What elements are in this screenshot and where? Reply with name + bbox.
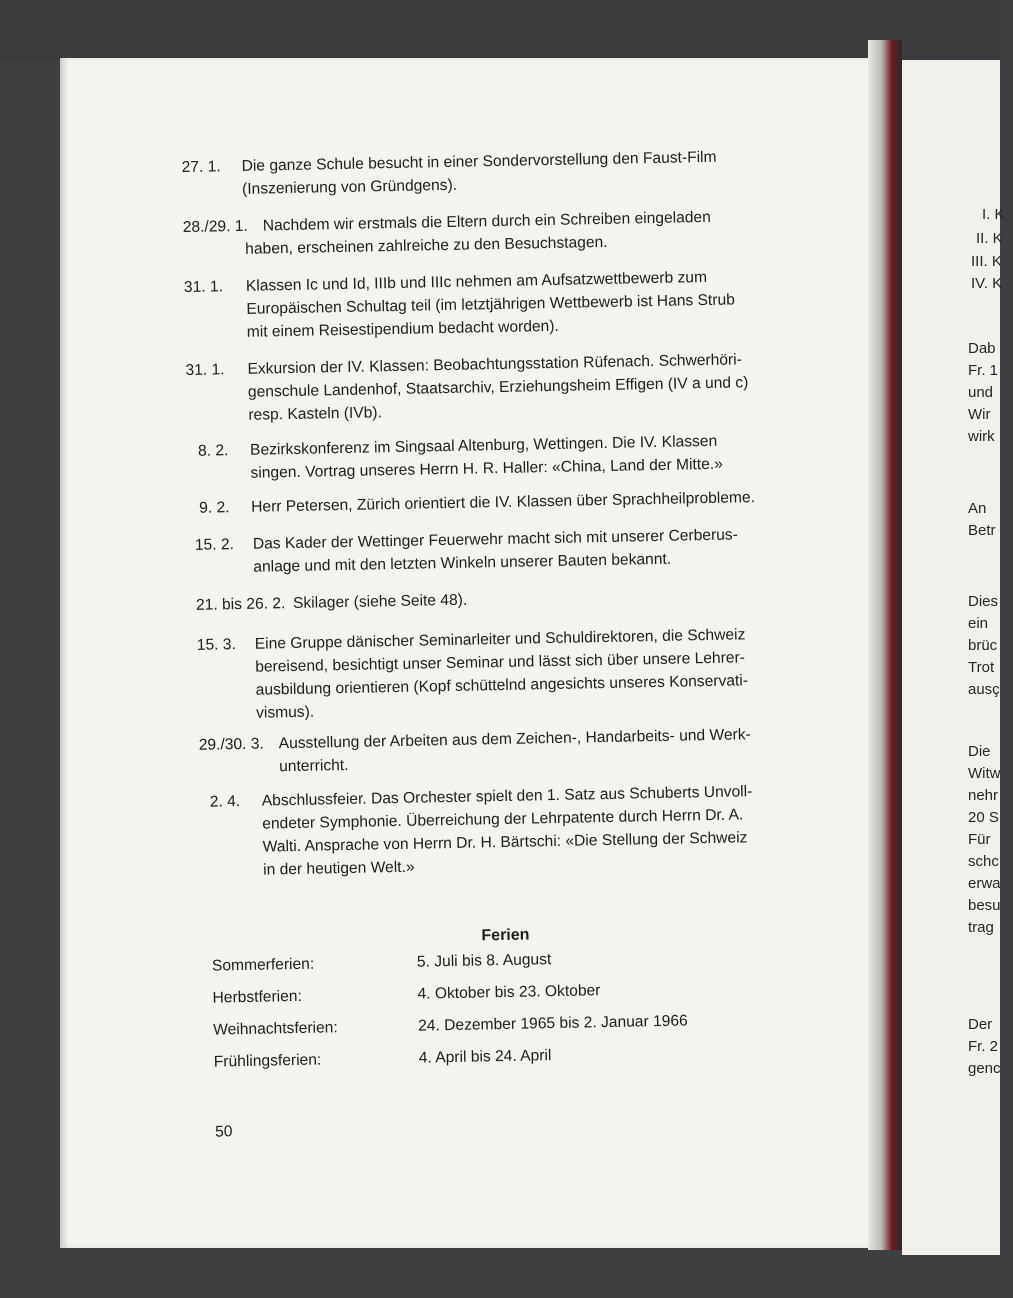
chronicle-entry xyxy=(181,144,822,202)
right-page-fragment: Dab xyxy=(968,340,996,357)
entry-text-line: (Inszenierung von Gründgens). xyxy=(241,176,458,198)
entry-date: 31. 1. xyxy=(183,278,224,297)
holiday-range: 24. Dezember 1965 bis 2. Januar 1966 xyxy=(418,1012,688,1035)
entry-text-line: Herr Petersen, Zürich orientiert die IV. Klassen über Sprachheilprobleme. xyxy=(251,489,756,516)
right-page-fragment: IV. K xyxy=(971,275,1003,292)
right-page-fragment: ausç xyxy=(968,681,1000,698)
entry-text-line: Klassen Ic und Id, IIIb und IIIc nehmen am Aufsatzwettbewerb zum xyxy=(245,268,708,295)
entry-text-line: Exkursion der IV. Klassen: Beobachtungsstation Rüfenach. Schwerhöri- xyxy=(247,351,742,378)
entry-date: 21. bis 26. 2. xyxy=(195,595,286,614)
entry-text-line: in der heutigen Welt.» xyxy=(262,858,415,879)
right-page-fragment: Fr. 2 xyxy=(968,1038,999,1055)
right-page-fragment: ein xyxy=(968,615,989,632)
entry-date: 15. 3. xyxy=(196,636,236,654)
right-page-fragment: und xyxy=(968,384,994,401)
right-page-fragment: erwa xyxy=(968,875,1001,892)
holiday-label: Frühlingsferien: xyxy=(213,1051,322,1071)
entry-date: 29./30. 3. xyxy=(198,735,264,754)
right-page-fragment: genc xyxy=(968,1060,1001,1077)
entry-text-line: ausbildung orientieren (Kopf schüttelnd angesichts unseres Konservati- xyxy=(255,672,749,699)
right-page-fragment: schc xyxy=(968,853,999,870)
entry-text-line: mit einem Reisestipendium bedacht worden). xyxy=(246,317,559,341)
entry-text-line: Skilager (siehe Seite 48). xyxy=(292,591,468,612)
entry-text-line: unterricht. xyxy=(278,756,349,776)
entry-text-line: Bezirkskonferenz im Singsaal Altenburg, Wettingen. Die IV. Klassen xyxy=(249,432,718,459)
chronicle-entry xyxy=(199,484,839,519)
right-page-fragment: Betr xyxy=(968,522,996,539)
right-page-fragment: Der xyxy=(968,1016,993,1033)
right-page-fragment: Fr. 1 xyxy=(968,362,999,379)
entry-text-line: endeter Symphonie. Überreichung der Lehrpatente durch Herrn Dr. A. xyxy=(262,806,744,833)
entry-text-line: Abschlussfeier. Das Orchester spielt den 1. Satz aus Schuberts Unvoll- xyxy=(261,783,753,810)
right-page-fragment: Die xyxy=(968,743,991,760)
entry-text-line: singen. Vortrag unseres Herrn H. R. Haller: «China, Land der Mitte.» xyxy=(250,455,723,482)
holiday-label: Weihnachtsferien: xyxy=(213,1019,338,1039)
entry-date: 9. 2. xyxy=(199,499,230,517)
right-page-fragment: brüc xyxy=(968,637,998,654)
holiday-range: 4. April bis 24. April xyxy=(418,1047,552,1067)
entry-date: 28./29. 1. xyxy=(182,217,248,237)
entry-text-line: anlage und mit den letzten Winkeln unserer Bauten bekannt. xyxy=(253,550,672,576)
entry-text-line: vismus). xyxy=(255,703,315,722)
section-heading-holidays: Ferien xyxy=(481,926,530,945)
chronicle-entry xyxy=(197,622,839,726)
entry-text-line: Eine Gruppe dänischer Seminarleiter und Schuldirektoren, die Schweiz xyxy=(254,626,746,653)
entry-text-line: Walti. Ansprache von Herrn Dr. H. Bärtschi: «Die Stellung der Schweiz xyxy=(262,829,748,856)
right-page-fragment: Trot xyxy=(968,659,995,676)
right-page-fragment: An xyxy=(968,500,987,517)
right-page-fragment: Für xyxy=(968,831,991,848)
entry-text-line: resp. Kasteln (IVb). xyxy=(248,404,383,424)
right-page-fragment: wirk xyxy=(968,428,995,445)
chronicle-entry xyxy=(196,582,836,617)
right-page-fragment: trag xyxy=(968,919,994,936)
chronicle-entry xyxy=(210,778,852,882)
chronicle-entry xyxy=(199,722,840,780)
entry-date: 27. 1. xyxy=(181,158,221,177)
right-page-fragment: I. K xyxy=(982,206,1005,223)
entry-text-line: bereisend, besichtigt unser Seminar und lässt sich über unsere Lehrer- xyxy=(255,649,746,676)
page-number: 50 xyxy=(214,1123,233,1141)
holiday-range: 5. Juli bis 8. August xyxy=(416,951,552,971)
right-page-fragment: III. K xyxy=(971,253,1002,270)
entry-text-line: Nachdem wir erstmals die Eltern durch ein Schreiben eingeladen xyxy=(262,208,711,235)
entry-date: 31. 1. xyxy=(185,361,225,379)
right-page-fragment: Wir xyxy=(968,406,991,423)
entry-date: 8. 2. xyxy=(197,442,229,460)
right-page-fragment: Witw xyxy=(968,765,1001,782)
entry-text-line: Die ganze Schule besucht in einer Sondervorstellung den Faust-Film xyxy=(241,148,717,175)
right-page-fragment: Dies xyxy=(968,593,999,610)
entry-date: 15. 2. xyxy=(194,536,235,554)
chronicle-entry xyxy=(198,427,839,485)
holiday-range: 4. Oktober bis 23. Oktober xyxy=(417,982,601,1003)
holiday-label: Herbstferien: xyxy=(212,987,303,1007)
entry-text-line: Ausstellung der Arbeiten aus dem Zeichen-, Handarbeits- und Werk- xyxy=(278,726,751,753)
chronicle-entry xyxy=(184,264,825,345)
right-page-fragment: besu xyxy=(968,897,1001,914)
right-page-fragment: nehr xyxy=(968,787,999,804)
entry-text-line: genschule Landenhof, Staatsarchiv, Erziehungsheim Effigen (IV a und c) xyxy=(247,374,749,401)
entry-text-line: Das Kader der Wettinger Feuerwehr macht sich mit unserer Cerberus- xyxy=(252,526,739,553)
right-page-fragment: II. K xyxy=(976,230,1003,247)
chronicle-entry xyxy=(183,204,824,262)
right-page-fragment: 20 S xyxy=(968,809,999,826)
chronicle-entry xyxy=(185,347,826,428)
entry-text-line: Europäischen Schultag teil (im letztjährigen Wettbewerb ist Hans Strub xyxy=(246,291,736,318)
entry-text-line: haben, erscheinen zahlreiche zu den Besuchstagen. xyxy=(245,233,608,258)
holiday-label: Sommerferien: xyxy=(211,955,315,975)
chronicle-entry xyxy=(195,522,836,580)
entry-date: 2. 4. xyxy=(209,793,241,811)
